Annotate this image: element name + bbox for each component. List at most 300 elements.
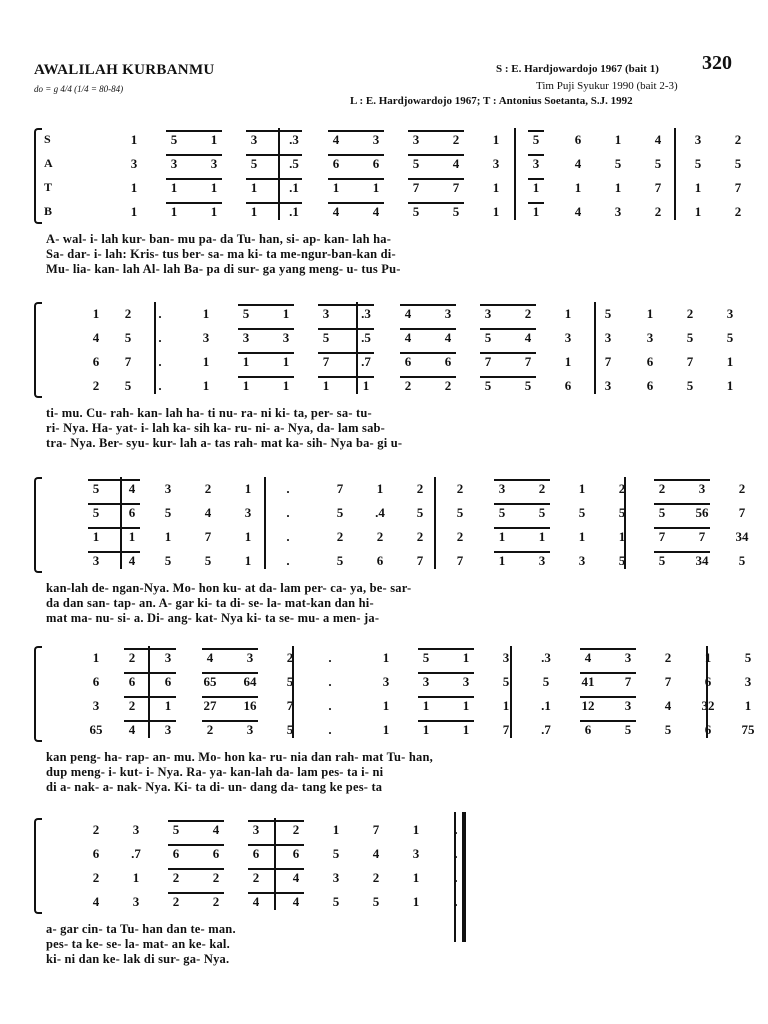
note: 65 — [203, 674, 217, 689]
note: 1 — [372, 180, 380, 195]
note: 4 — [292, 894, 300, 909]
beam — [238, 328, 294, 330]
note: 1 — [376, 481, 384, 496]
tempo-marking: do = g 4/4 (1/4 = 80-84) — [34, 84, 124, 94]
note: 2 — [404, 378, 412, 393]
note: 1 — [614, 180, 622, 195]
beam — [166, 178, 222, 180]
beam — [328, 178, 384, 180]
note: 5 — [484, 330, 492, 345]
note: 64 — [243, 674, 257, 689]
note: 6 — [128, 505, 136, 520]
note: 3 — [210, 156, 218, 171]
note: 1 — [704, 650, 712, 665]
note: 2 — [376, 529, 384, 544]
lyric-line-1: A- wal- i- lah kur- ban- mu pa- da Tu- han, si- ap- kan- lah ha- — [46, 232, 392, 246]
note: 5 — [624, 722, 632, 737]
note: 1 — [498, 529, 506, 544]
beam — [166, 202, 222, 204]
note: 2 — [444, 378, 452, 393]
note: 1 — [244, 529, 252, 544]
credit-team: Tim Puji Syukur 1990 (bait 2-3) — [536, 80, 678, 92]
note: 2 — [128, 698, 136, 713]
note: 7 — [452, 180, 460, 195]
credit-s: S : E. Hardjowardojo 1967 (bait 1) — [496, 63, 659, 75]
lyric-line-3: Mu- lia- kan- lah Al- lah Ba- pa di sur- ga yang meng- u- tus Pu- — [46, 262, 401, 276]
beam — [400, 352, 456, 354]
beam — [408, 202, 464, 204]
note: 4 — [404, 330, 412, 345]
voice-row-A — [34, 152, 742, 176]
note: 5 — [686, 330, 694, 345]
note: 5 — [92, 481, 100, 496]
note: . — [286, 505, 290, 520]
note: 4 — [372, 846, 380, 861]
note: 2 — [92, 378, 100, 393]
note: 41 — [581, 674, 595, 689]
voice-row-S — [34, 302, 734, 326]
note: 1 — [282, 378, 290, 393]
beam — [494, 479, 550, 481]
beam — [246, 130, 302, 132]
note: 1 — [92, 650, 100, 665]
note: 6 — [164, 674, 172, 689]
note: 5 — [654, 156, 662, 171]
beam — [202, 696, 258, 698]
note: 5 — [618, 505, 626, 520]
voice-row-T — [34, 694, 752, 718]
beam — [400, 376, 456, 378]
note: 1 — [130, 204, 138, 219]
beam — [248, 820, 304, 822]
beam — [580, 672, 636, 674]
note: 7 — [204, 529, 212, 544]
note: 1 — [532, 204, 540, 219]
voice-row-S — [34, 128, 742, 152]
beam — [408, 154, 464, 156]
note: 1 — [282, 354, 290, 369]
note: 5 — [538, 505, 546, 520]
note: 1 — [322, 378, 330, 393]
note: 65 — [89, 722, 103, 737]
note: 5 — [532, 132, 540, 147]
voice-label: T — [44, 180, 53, 194]
note: 1 — [422, 698, 430, 713]
note: 2 — [456, 529, 464, 544]
beam — [580, 720, 636, 722]
note: 6 — [92, 674, 100, 689]
note: . — [286, 481, 290, 496]
note: 7 — [286, 698, 294, 713]
note: 5 — [686, 378, 694, 393]
note: .4 — [375, 505, 385, 520]
note: 6 — [704, 722, 712, 737]
note: 3 — [462, 674, 470, 689]
note: 1 — [130, 180, 138, 195]
beam — [494, 527, 550, 529]
lyric-line-2: pes- ta ke- se- la- mat- an ke- kal. — [46, 937, 230, 951]
note: 27 — [203, 698, 217, 713]
beam — [400, 328, 456, 330]
note: 2 — [92, 822, 100, 837]
note: 4 — [524, 330, 532, 345]
beam — [528, 202, 544, 204]
note: 1 — [492, 180, 500, 195]
beam — [124, 696, 176, 698]
beam — [328, 130, 384, 132]
beam — [480, 328, 536, 330]
beam — [654, 527, 710, 529]
note: 2 — [618, 481, 626, 496]
note: 2 — [92, 870, 100, 885]
note: . — [286, 553, 290, 568]
note: 7 — [322, 354, 330, 369]
note: 3 — [372, 132, 380, 147]
note: 7 — [456, 553, 464, 568]
note: 3 — [132, 822, 140, 837]
credit-lt: L : E. Hardjowardojo 1967; T : Antonius Soetanta, S.J. 1992 — [350, 95, 633, 107]
voice-row-B — [34, 718, 755, 742]
note: . — [158, 354, 162, 369]
lyric-line-3: mat ma- nu- si- a. Di- ang- kat- Nya ki- ta se- mu- a men- ja- — [46, 611, 380, 625]
note: 5 — [614, 156, 622, 171]
voice-row-B — [34, 890, 734, 914]
note: 5 — [322, 330, 330, 345]
beam — [418, 720, 474, 722]
note: .1 — [289, 204, 299, 219]
note: 5 — [502, 674, 510, 689]
note: 7 — [484, 354, 492, 369]
lyric-line-3: di a- nak- a- nak- Nya. Ki- ta di- un- dang da- tang ke pes- ta — [46, 780, 383, 794]
voice-row-B — [34, 549, 746, 573]
note: 3 — [564, 330, 572, 345]
note: 2 — [204, 481, 212, 496]
note: 7 — [738, 505, 746, 520]
lyric-line-1: kan peng- ha- rap- an- mu. Mo- hon ka- ru- nia dan rah- mat Tu- han, — [46, 750, 433, 764]
note: 6 — [646, 378, 654, 393]
note: 5 — [744, 650, 752, 665]
note: 75 — [741, 722, 755, 737]
note: 3 — [92, 698, 100, 713]
system-1 — [34, 128, 742, 278]
note: 1 — [614, 132, 622, 147]
note: 5 — [164, 505, 172, 520]
note: 7 — [624, 674, 632, 689]
voice-row-A — [34, 326, 734, 350]
note: 3 — [502, 650, 510, 665]
note: 7 — [372, 822, 380, 837]
note: 4 — [574, 156, 582, 171]
voice-row-T — [34, 525, 749, 549]
note: 5 — [664, 722, 672, 737]
beam — [494, 551, 550, 553]
beam — [318, 376, 374, 378]
hymn-title: AWALILAH KURBANMU — [34, 62, 215, 78]
note: 3 — [282, 330, 290, 345]
note: 2 — [252, 870, 260, 885]
note: 1 — [210, 180, 218, 195]
note: . — [158, 306, 162, 321]
note: 3 — [164, 722, 172, 737]
lyric-line-1: kan-lah de- ngan-Nya. Mo- hon ku- at da- lam per- ca- ya, be- sar- — [46, 581, 412, 595]
note: 1 — [164, 529, 172, 544]
note: 4 — [292, 870, 300, 885]
note: 5 — [332, 894, 340, 909]
note: 34 — [695, 553, 709, 568]
beam — [248, 844, 304, 846]
note: 1 — [694, 180, 702, 195]
note: 3 — [246, 650, 254, 665]
note: 2 — [212, 894, 220, 909]
note: .5 — [361, 330, 371, 345]
note: 7 — [654, 180, 662, 195]
voice-row-A — [34, 670, 752, 694]
beam — [88, 527, 140, 529]
note: 2 — [738, 481, 746, 496]
note: 5 — [658, 505, 666, 520]
note: 5 — [204, 553, 212, 568]
note: . — [454, 894, 458, 909]
note: 6 — [444, 354, 452, 369]
beam — [124, 648, 176, 650]
note: .1 — [541, 698, 551, 713]
note: 6 — [212, 846, 220, 861]
note: 32 — [701, 698, 715, 713]
note: 4 — [128, 722, 136, 737]
note: 1 — [250, 204, 258, 219]
note: 7 — [416, 553, 424, 568]
note: 2 — [212, 870, 220, 885]
note: 3 — [726, 306, 734, 321]
note: 3 — [698, 481, 706, 496]
note: 3 — [604, 378, 612, 393]
beam — [408, 130, 464, 132]
note: 5 — [738, 553, 746, 568]
lyric-line-1: a- gar cin- ta Tu- han dan te- man. — [46, 922, 236, 936]
beam — [88, 503, 140, 505]
note: 3 — [422, 674, 430, 689]
note: . — [328, 698, 332, 713]
note: 1 — [462, 650, 470, 665]
lyric-line-3: ki- ni dan ke- lak di sur- ga- Nya. — [46, 952, 230, 966]
system-4 — [34, 646, 755, 796]
beam — [328, 202, 384, 204]
note: 6 — [128, 674, 136, 689]
note: 3 — [498, 481, 506, 496]
beam — [494, 503, 550, 505]
note: 3 — [132, 894, 140, 909]
beam — [248, 868, 304, 870]
note: 1 — [412, 822, 420, 837]
note: 7 — [502, 722, 510, 737]
note: 2 — [172, 870, 180, 885]
note: 3 — [412, 132, 420, 147]
note: .7 — [541, 722, 551, 737]
note: 1 — [492, 204, 500, 219]
note: 5 — [164, 553, 172, 568]
note: 1 — [694, 204, 702, 219]
voice-row-B — [34, 200, 742, 224]
note: 5 — [542, 674, 550, 689]
note: 2 — [124, 306, 132, 321]
note: 1 — [202, 306, 210, 321]
note: 2 — [452, 132, 460, 147]
note: 1 — [210, 132, 218, 147]
note: 4 — [574, 204, 582, 219]
note: 1 — [574, 180, 582, 195]
beam — [318, 304, 374, 306]
note: 5 — [170, 132, 178, 147]
note: 1 — [282, 306, 290, 321]
note: 3 — [492, 156, 500, 171]
note: 2 — [372, 870, 380, 885]
beam — [328, 154, 384, 156]
note: 4 — [654, 132, 662, 147]
note: 6 — [372, 156, 380, 171]
note: 5 — [336, 505, 344, 520]
note: 7 — [604, 354, 612, 369]
note: .3 — [289, 132, 299, 147]
note: 7 — [734, 180, 742, 195]
beam — [400, 304, 456, 306]
note: 3 — [92, 553, 100, 568]
note: 1 — [502, 698, 510, 713]
note: 6 — [404, 354, 412, 369]
note: 5 — [578, 505, 586, 520]
note: 6 — [376, 553, 384, 568]
note: 5 — [658, 553, 666, 568]
beam — [202, 648, 258, 650]
note: 2 — [128, 650, 136, 665]
note: 2 — [654, 204, 662, 219]
note: 1 — [462, 698, 470, 713]
note: 3 — [604, 330, 612, 345]
note: 2 — [416, 481, 424, 496]
note: 3 — [614, 204, 622, 219]
voice-row-A — [34, 501, 746, 525]
note: 4 — [92, 330, 100, 345]
note: 3 — [246, 722, 254, 737]
note: 1 — [564, 306, 572, 321]
lyric-line-2: Sa- dar- i- lah: Kris- tus ber- sa- ma ki- ta me-ngur-ban-kan di- — [46, 247, 396, 261]
note: 3 — [444, 306, 452, 321]
beam — [418, 648, 474, 650]
note: 4 — [128, 481, 136, 496]
note: 7 — [698, 529, 706, 544]
system-2 — [34, 302, 734, 452]
beam — [124, 720, 176, 722]
note: 3 — [694, 132, 702, 147]
note: 1 — [462, 722, 470, 737]
note: 5 — [286, 722, 294, 737]
note: 5 — [524, 378, 532, 393]
note: 4 — [452, 156, 460, 171]
lyric-line-2: ri- Nya. Ha- yat- i- lah ka- sih ka- ru- ni- a- Nya, da- lam sab- — [46, 421, 386, 435]
note: 3 — [164, 481, 172, 496]
note: 4 — [664, 698, 672, 713]
note: 1 — [726, 354, 734, 369]
system-5 — [34, 818, 734, 966]
note: 1 — [130, 132, 138, 147]
note: 1 — [170, 180, 178, 195]
note: 3 — [252, 822, 260, 837]
beam — [202, 720, 258, 722]
note: 5 — [412, 156, 420, 171]
beam — [88, 551, 140, 553]
note: . — [328, 674, 332, 689]
note: 16 — [243, 698, 257, 713]
beam — [528, 178, 544, 180]
voice-row-S — [34, 818, 734, 842]
note: . — [454, 870, 458, 885]
system-3 — [34, 477, 749, 625]
note: 4 — [444, 330, 452, 345]
note: .3 — [361, 306, 371, 321]
hymn-number: 320 — [702, 52, 732, 74]
note: 6 — [332, 156, 340, 171]
note: 5 — [456, 505, 464, 520]
voice-label: A — [44, 156, 53, 170]
note: 5 — [498, 505, 506, 520]
note: .3 — [541, 650, 551, 665]
beam — [580, 648, 636, 650]
note: 3 — [202, 330, 210, 345]
note: 3 — [382, 674, 390, 689]
lyric-line-2: da dan san- tap- an. A- gar ki- ta di- se- la- mat-kan dan hi- — [46, 596, 374, 610]
note: 2 — [416, 529, 424, 544]
note: 1 — [412, 894, 420, 909]
note: 2 — [538, 481, 546, 496]
voice-row-S — [34, 646, 752, 670]
note: 6 — [584, 722, 592, 737]
beam — [88, 479, 140, 481]
beam — [654, 479, 710, 481]
beam — [166, 154, 222, 156]
note: 2 — [524, 306, 532, 321]
note: 4 — [212, 822, 220, 837]
note: 1 — [618, 529, 626, 544]
note: 1 — [498, 553, 506, 568]
note: 4 — [584, 650, 592, 665]
note: 2 — [456, 481, 464, 496]
voice-row-T — [34, 350, 734, 374]
note: 4 — [332, 204, 340, 219]
note: 5 — [92, 505, 100, 520]
note: 34 — [735, 529, 749, 544]
beam — [318, 328, 374, 330]
note: 1 — [382, 698, 390, 713]
note: 1 — [170, 204, 178, 219]
note: 1 — [132, 870, 140, 885]
note: 1 — [202, 354, 210, 369]
note: 2 — [734, 204, 742, 219]
note: 1 — [210, 204, 218, 219]
beam — [480, 304, 536, 306]
beam — [168, 868, 224, 870]
beam — [480, 376, 536, 378]
note: . — [158, 330, 162, 345]
note: 6 — [92, 354, 100, 369]
beam — [246, 154, 302, 156]
note: 1 — [578, 529, 586, 544]
note: 1 — [92, 306, 100, 321]
note: 3 — [322, 306, 330, 321]
note: 6 — [704, 674, 712, 689]
note: 3 — [624, 698, 632, 713]
note: 3 — [646, 330, 654, 345]
note: 2 — [664, 650, 672, 665]
beam — [238, 376, 294, 378]
